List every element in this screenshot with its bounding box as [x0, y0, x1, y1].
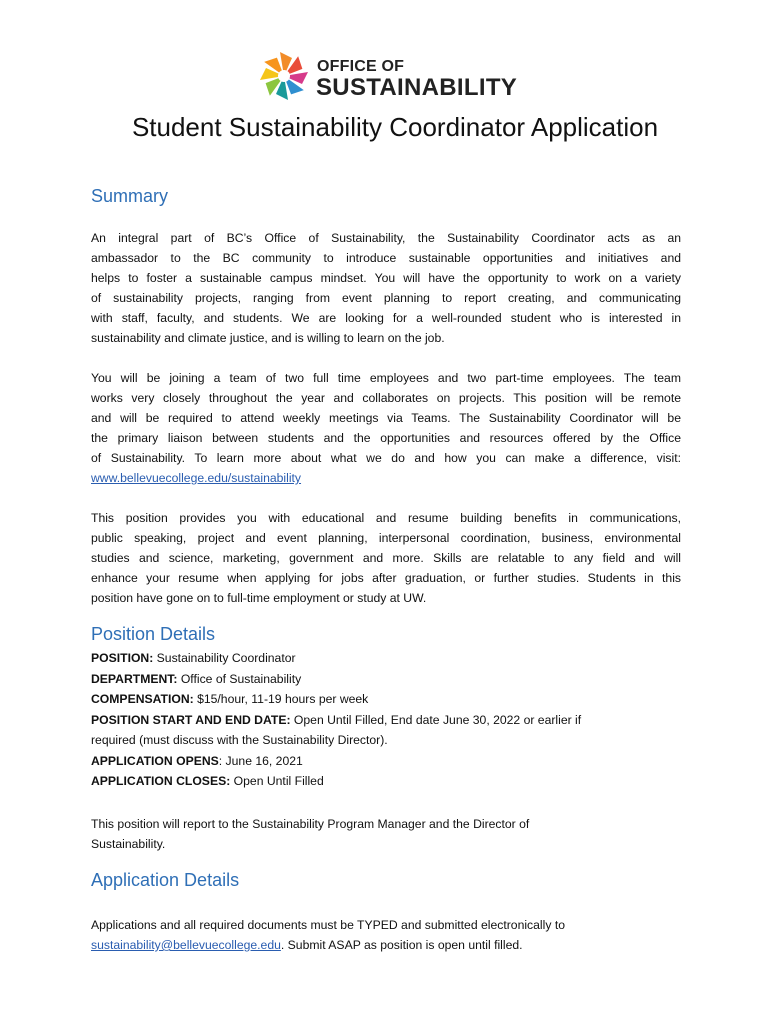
- position-details-heading: Position Details: [91, 624, 216, 644]
- summary-paragraph-3: [91, 508, 681, 608]
- summary-paragraph-2: [91, 368, 681, 488]
- application-paragraph: [91, 915, 681, 955]
- detail-label: APPLICATION OPENS: [91, 753, 219, 768]
- text-line: This position will report to the Sustainability Program Manager and the Director of: [91, 817, 530, 831]
- text-line: enhance your resume when applying for jobs after graduation, or further studies. Students in this: [91, 571, 681, 585]
- summary-paragraph-1: [91, 228, 681, 348]
- text-line: of Sustainability. To learn more about what we do and how you can make a difference, visit:: [91, 451, 681, 465]
- detail-label: COMPENSATION:: [91, 692, 194, 706]
- detail-value: Office of Sustainability: [177, 671, 302, 686]
- text-line: Applications and all required documents must be TYPED and submitted electronically to: [91, 918, 565, 932]
- text-line: the primary liaison between students and the opportunities and resources offered by the Office: [91, 431, 681, 445]
- text-line: You will be joining a team of two full time employees and two part-time employees. The team: [91, 371, 681, 385]
- detail-position: [91, 648, 691, 669]
- position-details: [91, 648, 691, 792]
- detail-value: Sustainability Coordinator: [153, 651, 296, 665]
- text-line: helps to foster a sustainable campus mindset. You will have the opportunity to work on a variety: [91, 271, 681, 285]
- detail-department: [91, 669, 691, 690]
- text-line: public speaking, project and event planning, interpersonal coordination, business, environmental: [91, 531, 681, 545]
- detail-label: APPLICATION CLOSES:: [91, 774, 231, 788]
- text-line: This position provides you with educational and resume building benefits in communications,: [91, 511, 681, 525]
- detail-value: Open Until Filled, End date June 30, 2022 or earlier if: [290, 712, 582, 727]
- detail-value: $15/hour, 11-19 hours per week: [193, 692, 369, 706]
- pinwheel-logo-icon: [254, 44, 314, 104]
- text-line: studies and science, marketing, government and more. Skills are relatable to any field and will: [91, 551, 681, 565]
- detail-label: POSITION START AND END DATE:: [91, 712, 291, 727]
- text-line-rest: . Submit ASAP as position is open until filled.: [280, 938, 523, 952]
- detail-value: : June 16, 2021: [218, 753, 303, 768]
- sustainability-email-link[interactable]: sustainability@bellevuecollege.edu: [91, 938, 281, 952]
- text-line: and will be required to attend weekly meetings via Teams. The Sustainability Coordinator will be: [91, 411, 681, 425]
- detail-label: POSITION:: [91, 651, 154, 665]
- detail-compensation: [91, 689, 691, 710]
- summary-heading: Summary: [91, 186, 169, 206]
- text-line: An integral part of BC’s Office of Sustainability, the Sustainability Coordinator acts as an: [91, 231, 681, 245]
- office-of-sustainability-logo: [254, 44, 524, 106]
- logo-text-line1: OFFICE OF: [317, 58, 405, 75]
- text-line: Sustainability.: [91, 837, 166, 851]
- page-title: Student Sustainability Coordinator Application: [131, 112, 659, 142]
- detail-dates-continued: required (must discuss with the Sustainability Director).: [91, 733, 388, 747]
- text-line: ambassador to the BC community to introduce sustainable opportunities and initiatives and: [91, 251, 681, 265]
- text-line: with staff, faculty, and students. We are looking for a well-rounded student who is interested in: [91, 311, 681, 325]
- text-line: of sustainability projects, ranging from event planning to report creating, and communicating: [91, 291, 681, 305]
- detail-application-closes: [91, 771, 691, 792]
- detail-value: Open Until Filled: [230, 774, 324, 788]
- sustainability-website-link[interactable]: www.bellevuecollege.edu/sustainability: [91, 471, 302, 485]
- detail-label: DEPARTMENT:: [91, 671, 178, 686]
- reporting-paragraph: [91, 814, 681, 854]
- text-line: sustainability and climate justice, and is willing to learn on the job.: [91, 331, 445, 345]
- detail-application-opens: [91, 751, 691, 772]
- text-line: position have gone on to full-time employment or study at UW.: [91, 591, 427, 605]
- detail-dates: [91, 710, 691, 731]
- logo-text-line2: SUSTAINABILITY: [316, 74, 518, 101]
- application-details-heading: Application Details: [91, 870, 240, 890]
- text-line: works very closely throughout the year and collaborates on projects. This position will be remote: [91, 391, 681, 405]
